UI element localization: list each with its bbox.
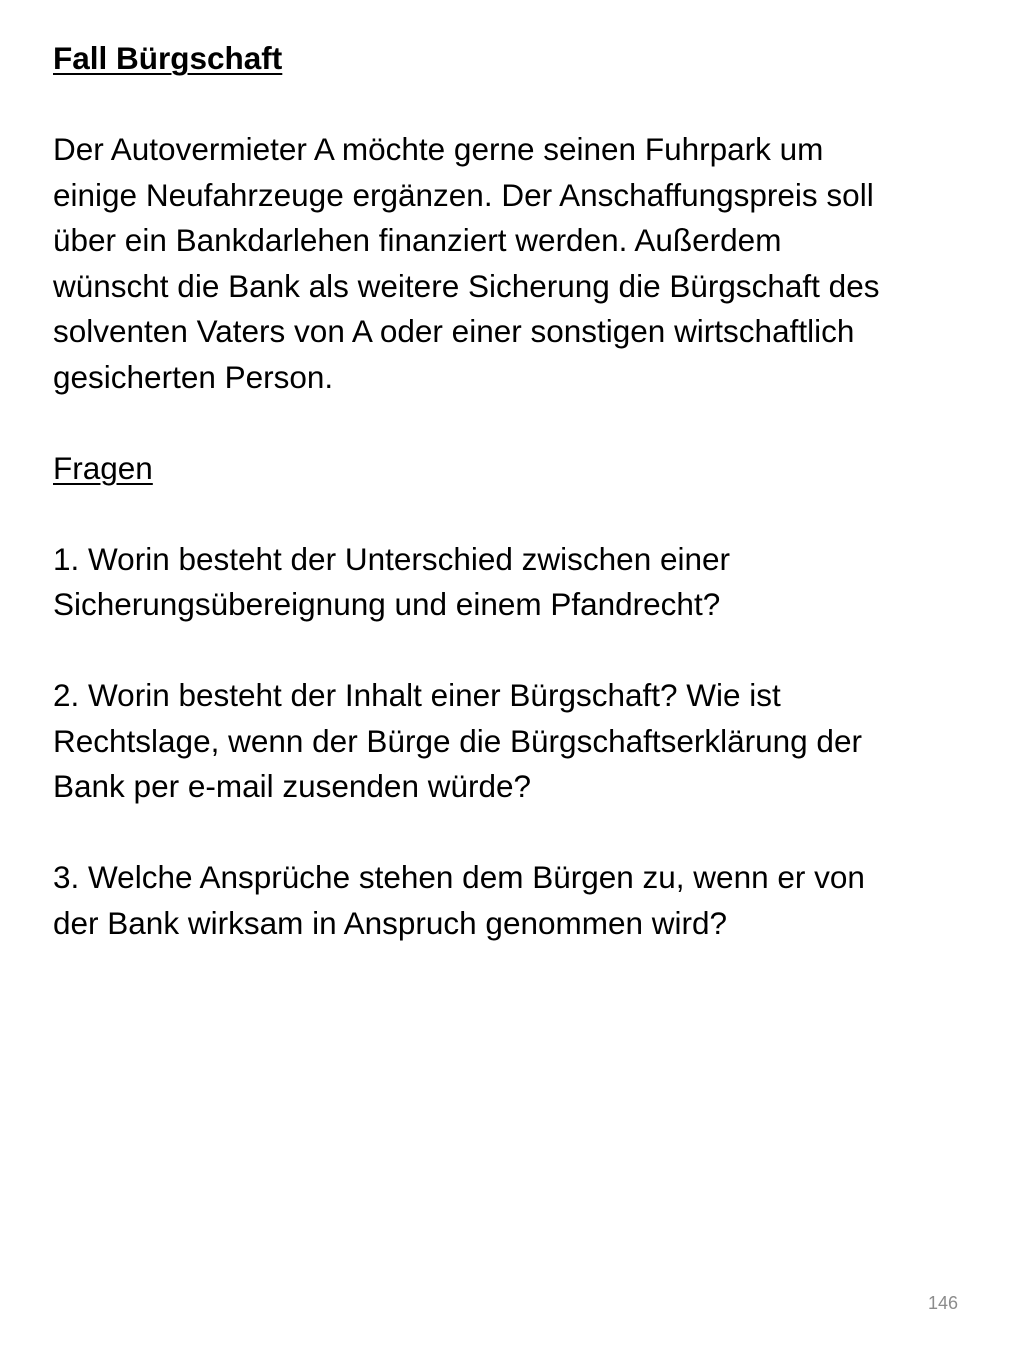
question-line: 2. Worin besteht der Inhalt einer Bürgschaft? Wie ist <box>53 677 781 713</box>
spacer <box>53 491 983 537</box>
questions-heading: Fragen <box>53 449 153 486</box>
description-line: Der Autovermieter A möchte gerne seinen Fuhrpark um <box>53 131 824 167</box>
spacer <box>53 400 983 446</box>
question-1 <box>53 537 983 628</box>
question-line: Sicherungsübereignung und einem Pfandrecht? <box>53 586 721 622</box>
case-title: Fall Bürgschaft <box>53 40 283 76</box>
question-line: Bank per e-mail zusenden würde? <box>53 768 532 804</box>
description-line: solventen Vaters von A oder einer sonstigen wirtschaftlich <box>53 313 855 349</box>
slide-content <box>53 36 983 946</box>
description-line: wünscht die Bank als weitere Sicherung die Bürgschaft des <box>53 267 880 304</box>
description-line: einige Neufahrzeuge ergänzen. Der Anschaffungspreis soll <box>53 176 874 213</box>
question-line: Rechtslage, wenn der Bürge die Bürgschaftserklärung der <box>53 722 862 759</box>
spacer <box>53 82 983 128</box>
question-2 <box>53 673 983 810</box>
page-number: 146 <box>927 1293 958 1313</box>
description-line: gesicherten Person. <box>53 358 334 395</box>
case-description <box>53 127 983 400</box>
question-line: 3. Welche Ansprüche stehen dem Bürgen zu, wenn er von <box>53 859 865 895</box>
question-line: der Bank wirksam in Anspruch genommen wird? <box>53 904 728 941</box>
spacer <box>53 810 983 856</box>
description-line: über ein Bankdarlehen finanziert werden. Außerdem <box>53 222 782 258</box>
spacer <box>53 628 983 674</box>
question-line: 1. Worin besteht der Unterschied zwischen einer <box>53 540 731 577</box>
question-3 <box>53 855 983 946</box>
